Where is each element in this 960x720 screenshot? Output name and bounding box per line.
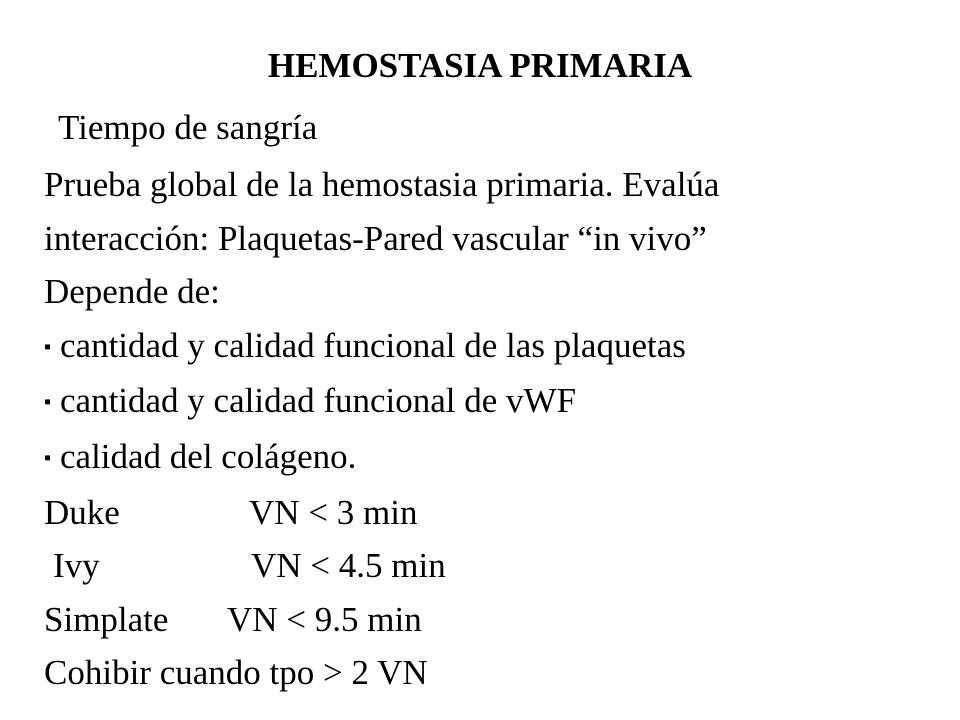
bullet-item <box>44 430 719 486</box>
method-row-duke <box>44 486 719 540</box>
intro-line-1: Prueba global de la hemostasia primaria. Evalúa <box>44 165 720 204</box>
bullet-item <box>44 374 719 430</box>
method-value: VN < 3 min <box>249 492 418 532</box>
slide-body <box>44 158 719 700</box>
bullet-text: cantidad y calidad funcional de las plaquetas <box>60 325 686 365</box>
method-value: VN < 4.5 min <box>251 546 446 586</box>
method-value: VN < 9.5 min <box>227 599 422 639</box>
method-name: Ivy <box>53 546 100 586</box>
bullet-item <box>44 319 719 375</box>
method-name: Duke <box>44 492 120 532</box>
square-bullet-icon: ▪ <box>44 335 52 358</box>
intro-line-2: interacción: Plaquetas-Pared vascular “in vivo” <box>44 218 707 258</box>
method-name: Simplate <box>44 599 169 639</box>
method-row-simplate <box>44 593 719 647</box>
depends-label: Depende de: <box>44 272 220 312</box>
bullet-text: calidad del colágeno. <box>60 436 357 476</box>
footer-line: Cohibir cuando tpo > 2 VN <box>44 653 428 693</box>
slide-subtitle: Tiempo de sangría <box>58 108 318 147</box>
bullet-text: cantidad y calidad funcional de vWF <box>60 381 577 421</box>
method-row-ivy <box>44 539 719 593</box>
slide-title: HEMOSTASIA PRIMARIA <box>267 46 693 85</box>
square-bullet-icon: ▪ <box>44 446 52 469</box>
square-bullet-icon: ▪ <box>44 391 52 414</box>
